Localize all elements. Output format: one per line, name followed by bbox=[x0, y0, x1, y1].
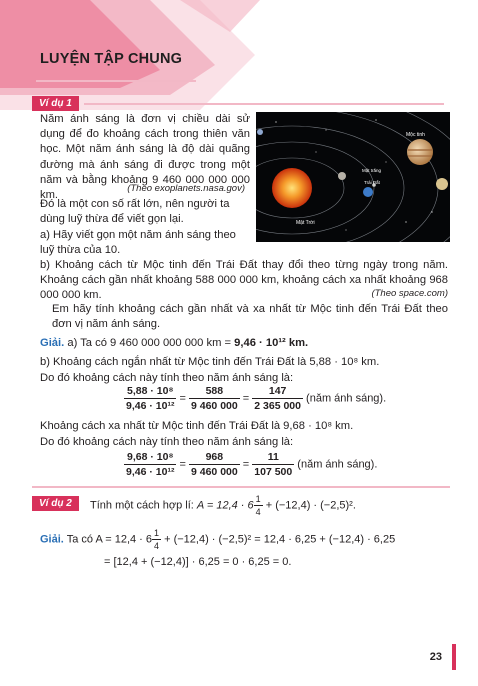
label-sun: Mặt Trời bbox=[296, 220, 315, 226]
page-number-bar bbox=[452, 644, 456, 670]
source-space: (Theo space.com) bbox=[371, 288, 448, 299]
separator bbox=[32, 486, 450, 488]
solution-1-a-text: a) Ta có 9 460 000 000 000 km = bbox=[67, 337, 235, 349]
label-moon: Mặt trăng bbox=[362, 168, 382, 173]
solution-1-a-result: 9,46 · 10¹² km. bbox=[234, 337, 309, 349]
source-nasa: (Theo exoplanets.nasa.gov) bbox=[127, 183, 245, 194]
solution-1-b2: Do đó khoảng cách này tính theo năm ánh sáng là: bbox=[40, 372, 294, 384]
example-1-qb: b) Khoảng cách từ Mộc tinh đến Trái Đất thay đổi theo từng ngày trong năm. Khoảng cách gần nhất khoảng 588 000 000 km, khoảng cách xa nhất khoảng 968 000 000 km. bbox=[40, 259, 448, 302]
example-1-badge: Ví dụ 1 bbox=[32, 96, 79, 111]
solution-1-b4: Do đó khoảng cách này tính theo năm ánh sáng là: bbox=[40, 436, 294, 448]
example-1-rule bbox=[84, 103, 444, 105]
page-number: 23 bbox=[429, 651, 442, 663]
example-1-qintro: Đó là một con số rất lớn, nên người ta dùng luỹ thừa để viết gọn lại. bbox=[40, 198, 230, 226]
example-1-qb2: Em hãy tính khoảng cách gần nhất và xa nhất từ Mộc tinh đến Trái Đất theo đơn vị năm ánh sáng. bbox=[52, 303, 448, 331]
solution-2-line-2: = [12,4 + (−12,4)] · 6,25 = 0 · 6,25 = 0. bbox=[104, 556, 292, 568]
solar-system-illustration bbox=[256, 112, 450, 242]
giai-label-1: Giải. bbox=[40, 337, 65, 349]
solution-1-b1: b) Khoảng cách ngắn nhất từ Mộc tinh đến Trái Đất là 5,88 · 10⁸ km. bbox=[40, 356, 380, 368]
example-2-badge: Ví dụ 2 bbox=[32, 496, 79, 511]
page-title: LUYỆN TẬP CHUNG bbox=[40, 51, 183, 67]
label-earth: Trái Đất bbox=[364, 180, 380, 185]
example-2-task: Tính một cách hợp lí: A = 12,4 · 6 $\frac{1}{4}$ + (−12,4) · (−2,5)². bbox=[90, 494, 356, 517]
solar-system-image bbox=[256, 112, 450, 242]
fraction-farthest: $\frac{\text{9,68 · 10⁸}}{\text{9,46 · 10¹²}}$ = $\frac{968}{9 460 000}$ = $\frac{11}{107 500}$ (năm ánh sáng). bbox=[126, 451, 378, 478]
solution-1-b3: Khoảng cách xa nhất từ Mộc tinh đến Trái Đất là 9,68 · 10⁸ km. bbox=[40, 420, 354, 432]
example-1-qa: a) Hãy viết gọn một năm ánh sáng theo luỹ thừa của 10. bbox=[40, 229, 236, 257]
solution-2-line-1: Giải. Ta có A = 12,4 · 6 $\frac{1}{4}$ + (−12,4) · (−2,5)² = 12,4 · 6,25 + (−12,4) · 6,25 bbox=[40, 528, 396, 551]
label-jupiter: Mộc tinh bbox=[406, 132, 425, 138]
solution-1-a bbox=[40, 336, 450, 351]
fraction-nearest: $\frac{\text{5,88 · 10⁸}}{\text{9,46 · 10¹²}}$ = $\frac{588}{9 460 000}$ = $\frac{147}{2 365 000}$ (năm ánh sáng). bbox=[126, 385, 387, 412]
title-underline bbox=[36, 80, 196, 82]
example-1-intro: Năm ánh sáng là đơn vị chiều dài sử dụng để đo khoảng cách trong thiên văn học. Một năm ánh sáng là độ dài quãng đường mà ánh sáng đi được trong một năm và bằng khoảng 9 460 000 000 000 km. bbox=[40, 113, 250, 202]
